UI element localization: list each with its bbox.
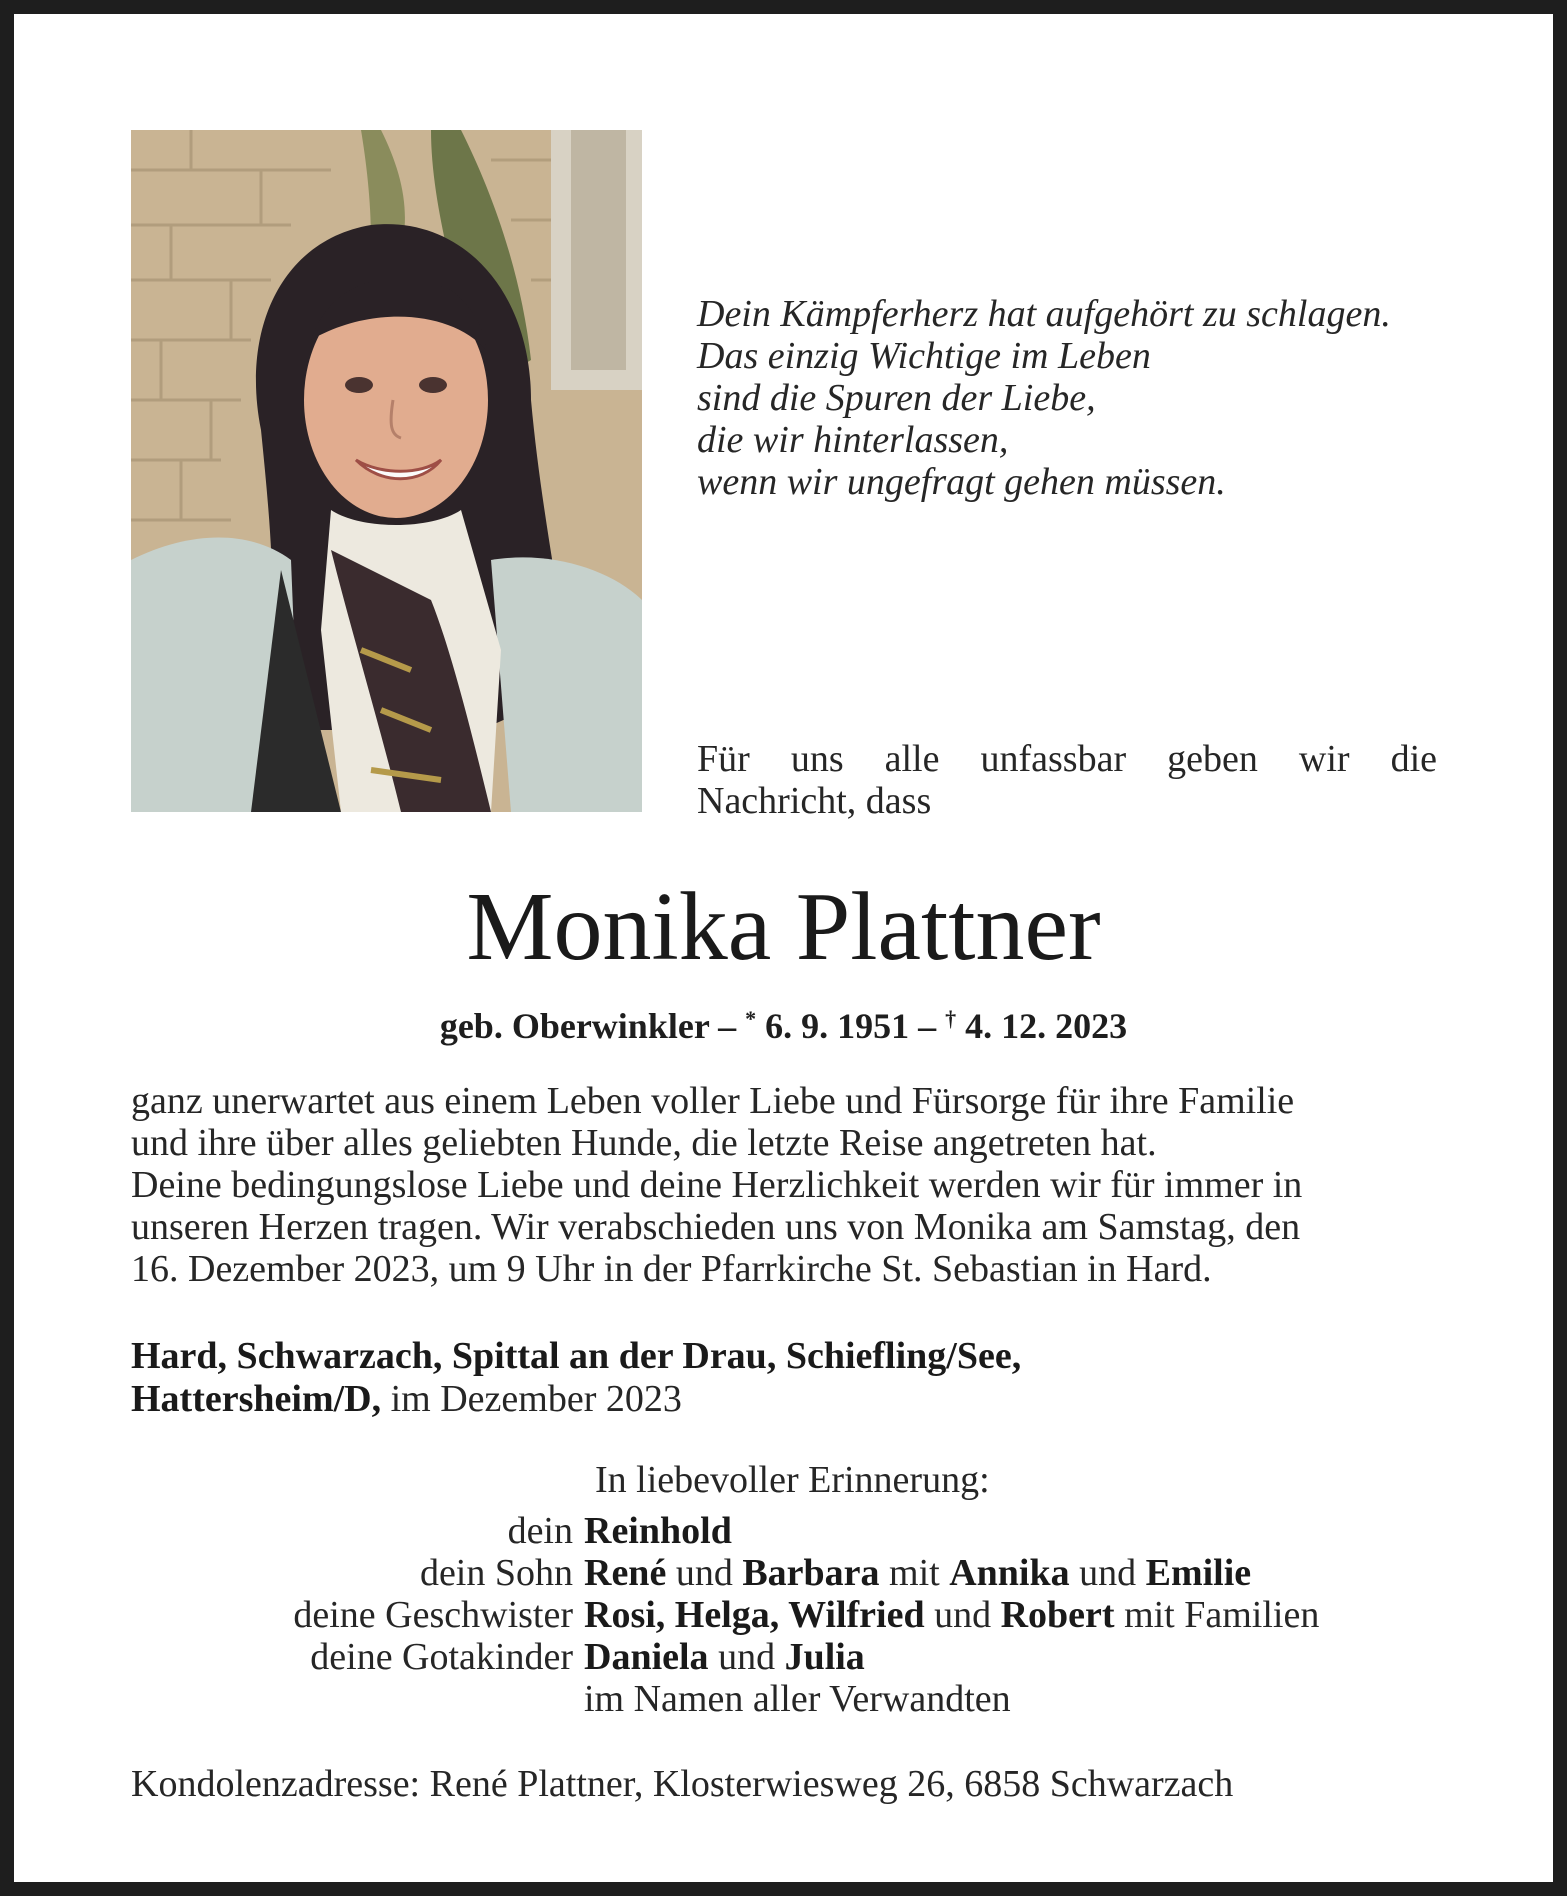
intro-word: alle [884,738,940,780]
connector: und [708,1636,785,1678]
relation-label: deine Geschwister [293,1594,573,1636]
intro-text [697,738,1437,822]
connector: und [666,1552,743,1594]
mourner-name: Rosi, Helga, Wilfried [584,1594,925,1636]
body-line: ganz unerwartet aus einem Leben voller Liebe und Fürsorge für ihre Familie [131,1080,1295,1122]
poem-line: Dein Kämpferherz hat aufgehört zu schlagen. [697,293,1391,335]
in-memory-heading: In liebevoller Erinnerung: [595,1459,990,1501]
mourner-name: Barbara [742,1552,880,1594]
birth-name: geb. Oberwinkler [439,1006,710,1046]
mourner-name: Emilie [1145,1552,1252,1594]
mourner-name: Daniela [584,1636,709,1678]
born-symbol: * [745,1006,757,1031]
mourner-name: Reinhold [584,1510,732,1552]
connector: mit Familien [1114,1594,1320,1636]
deceased-name: Monika Plattner [466,873,1101,981]
poem-line: Das einzig Wichtige im Leben [697,335,1151,377]
intro-word: Für [697,738,750,780]
body-line: und ihre über alles geliebten Hunde, die letzte Reise angetreten hat. [131,1122,1157,1164]
mourner-row [131,1552,1461,1594]
separator: – [909,1006,946,1046]
relation-label [131,1678,584,1720]
intro-word: unfassbar [980,738,1127,780]
death-symbol: † [945,1006,957,1031]
connector: und [1069,1552,1146,1594]
life-dates [0,997,1567,1048]
body-line: unseren Herzen tragen. Wir verabschieden uns von Monika am Samstag, den [131,1206,1301,1248]
intro-word: uns [790,738,844,780]
relation-label: dein [507,1510,573,1552]
death-date: 4. 12. 2023 [956,1006,1128,1046]
connector: und [924,1594,1001,1636]
mourner-row [131,1510,1461,1552]
intro-word: die [1390,738,1437,780]
intro-line-1 [697,738,1437,780]
mourner-row [131,1636,1461,1678]
birth-date: 6. 9. 1951 [756,1006,910,1046]
relatives-note: im Namen aller Verwandten [584,1678,1011,1720]
mourner-name: Julia [784,1636,865,1678]
mourners-list [131,1510,1461,1720]
body-line: Deine bedingungslose Liebe und deine Herzlichkeit werden wir für immer in [131,1164,1303,1206]
portrait-photo [131,130,642,812]
poem [697,293,1457,503]
separator: – [709,1006,746,1046]
portrait-image [131,130,642,812]
places-and-date [131,1335,1441,1421]
places-line-2: Hattersheim/D, [131,1378,382,1420]
condolence-address: Kondolenzadresse: René Plattner, Klosterwiesweg 26, 6858 Schwarzach [131,1763,1234,1805]
poem-line: sind die Spuren der Liebe, [697,377,1096,419]
body-line: 16. Dezember 2023, um 9 Uhr in der Pfarrkirche St. Sebastian in Hard. [131,1248,1212,1290]
date-of-notice: im Dezember 2023 [381,1378,682,1420]
mourner-name: René [584,1552,667,1594]
relation-label: deine Gotakinder [310,1636,573,1678]
mourner-name: Robert [1000,1594,1115,1636]
mourner-name: Annika [949,1552,1070,1594]
places-line-1: Hard, Schwarzach, Spittal an der Drau, Schiefling/See, [131,1335,1022,1377]
intro-word: wir [1298,738,1350,780]
mourner-row [131,1594,1461,1636]
relation-label: dein Sohn [419,1552,573,1594]
mourner-row [131,1678,1461,1720]
poem-line: die wir hinterlassen, [697,419,1009,461]
intro-line-2: Nachricht, dass [697,780,932,822]
intro-word: geben [1167,738,1258,780]
poem-line: wenn wir ungefragt gehen müssen. [697,461,1226,503]
connector: mit [879,1552,950,1594]
announcement-body [131,1080,1441,1290]
